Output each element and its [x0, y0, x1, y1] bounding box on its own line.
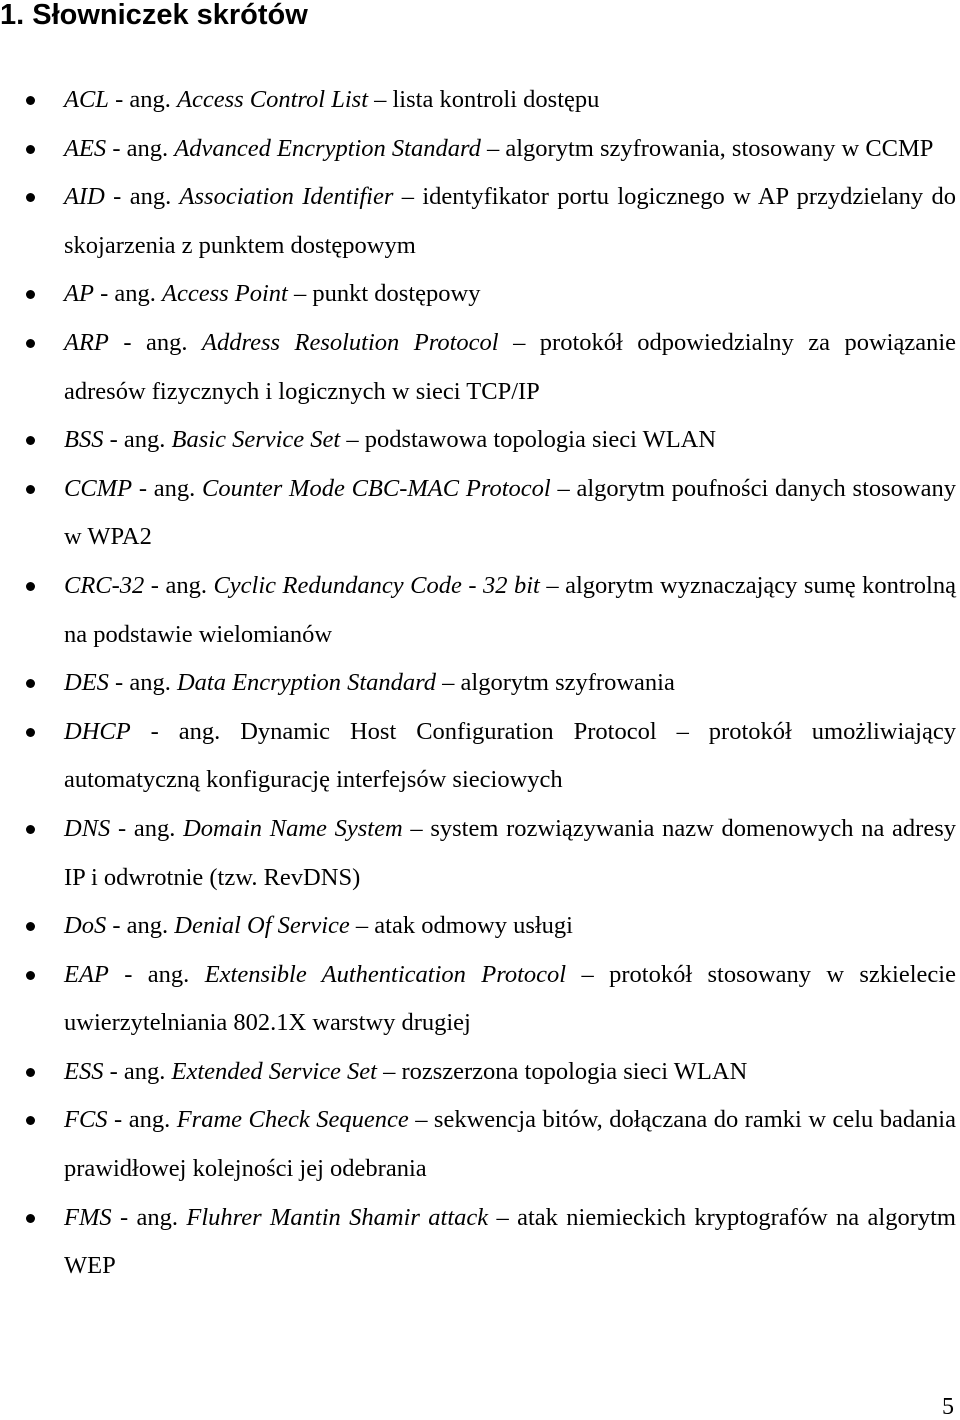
entry-full-name: Association Identifier	[179, 183, 394, 211]
entry-separator: - ang.	[103, 1057, 172, 1085]
glossary-entry	[0, 1194, 960, 1291]
entry-abbreviation: DNS	[64, 814, 111, 842]
glossary-entry	[0, 1048, 960, 1097]
glossary-entry	[0, 270, 960, 319]
bullet-icon	[26, 485, 35, 494]
entry-full-name: Advanced Encryption Standard	[174, 134, 481, 162]
bullet-icon	[26, 290, 35, 299]
bullet-icon	[26, 728, 35, 737]
entry-abbreviation: AES	[64, 134, 107, 162]
bullet-icon	[26, 582, 35, 591]
bullet-icon	[26, 193, 35, 202]
entry-full-name: Address Resolution Protocol	[201, 328, 499, 356]
entry-full-name: Extended Service Set	[171, 1057, 377, 1085]
glossary-entry	[0, 125, 960, 174]
entry-full-name: Access Point	[161, 280, 288, 308]
bullet-icon	[26, 1116, 35, 1125]
entry-description: – rozszerzona topologia sieci WLAN	[376, 1057, 748, 1085]
entry-description: – podstawowa topologia sieci WLAN	[340, 426, 717, 454]
entry-full-name: Extensible Authentication Protocol	[204, 960, 567, 988]
page-number: 5	[942, 1394, 954, 1420]
entry-separator: - ang.	[108, 669, 177, 697]
entry-abbreviation: ACL	[64, 86, 109, 113]
entry-abbreviation: BSS	[64, 426, 104, 454]
entry-description: – algorytm wyznaczający sumę kontrolną na podstawie wielomianów	[64, 571, 956, 648]
entry-description: – protokół odpowiedzialny za powiązanie adresów fizycznych i logicznych w sieci TCP/IP	[64, 328, 956, 405]
bullet-icon	[26, 922, 35, 931]
entry-separator: - ang.	[106, 912, 175, 940]
glossary-entry	[0, 951, 960, 1048]
glossary-entry	[0, 173, 960, 270]
entry-description: – punkt dostępowy	[287, 280, 481, 308]
entry-abbreviation: DHCP	[64, 717, 131, 745]
entry-separator: - ang.	[103, 426, 172, 454]
glossary-entry	[0, 562, 960, 659]
entry-abbreviation: DoS	[64, 912, 107, 940]
entry-full-name: Access Control List	[176, 86, 368, 113]
bullet-icon	[26, 436, 35, 445]
glossary-entry	[0, 416, 960, 465]
entry-full-name: Domain Name System	[183, 814, 403, 842]
entry-description: – protokół umożliwiający automatyczną konfigurację interfejsów sieciowych	[64, 717, 956, 794]
entry-description: – algorytm poufności danych stosowany w WPA2	[64, 474, 956, 551]
glossary-entry	[0, 319, 960, 416]
glossary-entry	[0, 708, 960, 805]
page-title: 1. Słowniczek skrótów	[0, 0, 308, 31]
entry-separator: - ang.	[132, 474, 202, 502]
bullet-icon	[26, 1214, 35, 1223]
entry-full-name: Basic Service Set	[171, 426, 341, 454]
entry-description: – atak niemieckich kryptografów na algorytm WEP	[64, 1203, 956, 1280]
entry-description: – system rozwiązywania nazw domenowych na adresy IP i odwrotnie (tzw. RevDNS)	[64, 814, 956, 891]
entry-description: – atak odmowy usługi	[349, 912, 573, 940]
entry-separator: - ang.	[110, 814, 184, 842]
entry-separator: - ang.	[108, 328, 202, 356]
entry-separator: - ang.	[111, 1203, 187, 1231]
entry-abbreviation: AP	[64, 280, 94, 308]
glossary-entry	[0, 76, 960, 125]
entry-description: – algorytm szyfrowania, stosowany w CCMP	[480, 134, 934, 162]
entry-description: – identyfikator portu logicznego w AP przydzielany do skojarzenia z punktem dostępowym	[64, 183, 956, 259]
entry-description: – algorytm szyfrowania	[436, 669, 675, 697]
entry-description: – sekwencja bitów, dołączana do ramki w celu badania prawidłowej kolejności jej odebrania	[64, 1106, 956, 1183]
entry-abbreviation: DES	[64, 669, 109, 697]
entry-separator: - ang.	[104, 183, 180, 211]
bullet-icon	[26, 96, 35, 105]
entry-separator: - ang. Dynamic Host Configuration Protocol	[130, 717, 657, 745]
entry-separator: - ang.	[108, 960, 205, 988]
entry-abbreviation: ESS	[64, 1057, 104, 1085]
bullet-icon	[26, 145, 35, 154]
bullet-icon	[26, 679, 35, 688]
entry-abbreviation: EAP	[64, 960, 109, 988]
bullet-icon	[26, 971, 35, 980]
entry-abbreviation: ARP	[64, 328, 109, 356]
entry-separator: - ang.	[108, 86, 177, 113]
entry-full-name: Cyclic Redundancy Code - 32 bit	[213, 571, 540, 599]
glossary-entry	[0, 902, 960, 951]
entry-description: – protokół stosowany w szkielecie uwierzytelniania 802.1X warstwy drugiej	[64, 960, 956, 1037]
entry-abbreviation: CCMP	[64, 474, 133, 502]
entry-full-name: Frame Check Sequence	[176, 1106, 409, 1134]
entry-full-name: Counter Mode CBC-MAC Protocol	[201, 474, 551, 502]
entry-abbreviation: FMS	[64, 1203, 112, 1231]
bullet-icon	[26, 339, 35, 348]
entry-abbreviation: CRC-32	[64, 571, 145, 599]
bullet-icon	[26, 1068, 35, 1077]
entry-separator: - ang.	[107, 1106, 177, 1134]
bullet-icon	[26, 825, 35, 834]
entry-separator: - ang.	[106, 134, 175, 162]
glossary-entry	[0, 659, 960, 708]
glossary-entry	[0, 805, 960, 902]
entry-full-name: Data Encryption Standard	[176, 669, 437, 697]
glossary-list	[0, 76, 960, 1291]
entry-full-name: Denial Of Service	[174, 912, 350, 940]
entry-abbreviation: FCS	[64, 1106, 108, 1134]
glossary-entry	[0, 1096, 960, 1193]
entry-description: – lista kontroli dostępu	[368, 86, 600, 113]
entry-full-name: Fluhrer Mantin Shamir attack	[186, 1203, 489, 1231]
glossary-entry	[0, 465, 960, 562]
entry-separator: - ang.	[144, 571, 214, 599]
entry-separator: - ang.	[93, 280, 162, 308]
entry-abbreviation: AID	[64, 183, 105, 211]
